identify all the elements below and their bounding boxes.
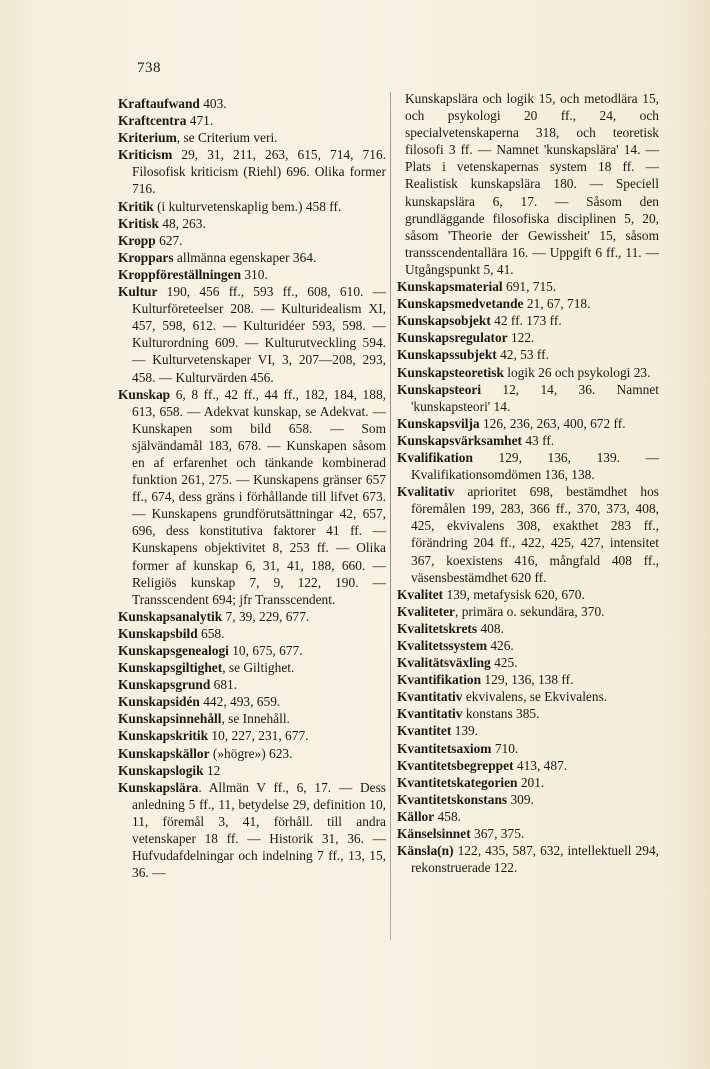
index-entry (118, 283, 386, 386)
index-references: (i kulturvetenskaplig bem.) 458 ff. (153, 198, 342, 214)
index-references: 681. (210, 677, 238, 693)
index-entry (397, 722, 659, 739)
index-entry (397, 586, 659, 603)
index-references: 691, 715. (502, 279, 557, 295)
index-entry (118, 146, 386, 197)
index-headword: Kriterium (118, 130, 177, 146)
index-references: 12 (203, 762, 221, 778)
index-entry (397, 620, 659, 637)
index-references: 7, 39, 229, 677. (222, 608, 310, 624)
index-references: 12, 14, 36. Namnet 'kunskapsteori' 14. (411, 381, 659, 414)
index-entry (397, 278, 659, 295)
index-headword: Känselsinnet (397, 826, 471, 842)
index-headword: Känsla(n) (397, 843, 454, 859)
index-references: 42 ff. 173 ff. (490, 313, 562, 329)
index-references: , se Innehåll. (221, 711, 290, 727)
index-entry (397, 329, 659, 346)
index-entry (118, 249, 386, 266)
index-entry (397, 671, 659, 688)
index-headword: Kvantitetskategorien (397, 774, 518, 790)
index-entry (118, 608, 386, 625)
index-references: 43 ff. (522, 432, 555, 448)
index-references: , se Criterium veri. (176, 130, 278, 146)
index-headword: Kritisk (118, 215, 159, 231)
index-column-right (397, 90, 659, 876)
index-headword: Kunskapsanalytik (118, 608, 223, 624)
index-entry (118, 727, 386, 744)
index-headword: Kroppars (118, 249, 174, 265)
index-references: (»högre») 623. (209, 745, 293, 761)
index-headword: Kvantitativ (397, 706, 463, 722)
index-entry (118, 386, 386, 608)
index-headword: Kvantitetsbegreppet (397, 757, 514, 773)
index-entry (118, 693, 386, 710)
index-headword: Kunskapslogik (118, 762, 204, 778)
index-references: , se Giltighet. (222, 660, 295, 676)
index-headword: Kunskapsgrund (118, 677, 211, 693)
index-headword: Kvalitetssystem (397, 638, 487, 653)
index-entry (397, 688, 659, 705)
index-entry (118, 232, 386, 249)
index-references: 309. (507, 791, 534, 807)
index-headword: Kvantitet (397, 723, 452, 739)
index-references: allmänna egenskaper 364. (173, 249, 317, 265)
index-headword: Kunskapslära (118, 779, 199, 795)
index-entry (118, 642, 386, 659)
index-references: 42, 53 ff. (496, 347, 549, 363)
column-divider (390, 92, 391, 940)
index-headword: Kvaliteter (397, 603, 455, 619)
index-entry (397, 415, 659, 432)
index-entry (118, 112, 386, 129)
index-entry (397, 774, 659, 791)
index-headword: Kvantitetsaxiom (397, 740, 492, 756)
index-entry (397, 432, 659, 449)
index-entry (118, 95, 386, 112)
index-entry (397, 483, 659, 586)
index-references: 425. (490, 655, 518, 671)
index-references: konstans 385. (462, 706, 540, 722)
index-references: logik 26 och psykologi 23. (503, 364, 651, 380)
index-entry (397, 364, 659, 381)
page-number: 738 (137, 60, 161, 76)
index-entry (118, 129, 386, 146)
index-references: aprioritet 698, bestämdhet hos föremålen 199, 283, 366 ff., 370, 373, 408, 425, ekvivalens 308, exakthet 283 ff., förändring 204 ff., 422, 425, 427, intensitet 367, koexistens 416, mångfald 408 ff., väsensbestämdhet 620 ff. (411, 484, 659, 585)
index-references: 310. (241, 266, 268, 282)
index-entry (397, 808, 659, 825)
index-headword: Kriticism (118, 147, 173, 163)
index-entry (397, 449, 659, 483)
index-references: 129, 136, 138 ff. (481, 672, 574, 688)
index-references: 658. (197, 625, 225, 641)
index-entry (397, 791, 659, 808)
index-headword: Kunskapsgiltighet (118, 660, 223, 676)
index-headword: Kunskapsmedvetande (397, 296, 524, 312)
index-entry (397, 381, 659, 415)
index-references: 139. (451, 723, 479, 739)
index-entry (397, 295, 659, 312)
index-references: 139, metafysisk 620, 670. (443, 586, 585, 602)
index-headword: Kunskapsregulator (397, 330, 508, 346)
index-references: 627. (155, 232, 183, 248)
index-references: 122. (507, 330, 535, 346)
index-column-left (118, 95, 386, 881)
index-entry (118, 710, 386, 727)
index-headword: Kunskapskritik (118, 728, 209, 744)
index-references: . Allmän V ff., 6, 17. — Dess anledning 5 ff., 11, betydelse 29, definition 10, 11, föremål 3, 41, förhåll. till andra vetenskaper 18 ff. — Historik 31, 36. — Hufvudafdelningar och indelning 7 ff., 13, 15, 36. — (132, 779, 386, 881)
index-references: 21, 67, 718. (523, 296, 591, 312)
index-references: 6, 8 ff., 42 ff., 44 ff., 182, 184, 188, 613, 658. — Adekvat kunskap, se Adekvat. — Kunskapen som bild 658. — Som självändamål 183, 678. — Kunskapen såsom en af erfarenhet och tänkande kombinerad funktion 261, 275. — Kunskapens gränser 657 ff., 674, dess gräns i förhållande till lifvet 673. — Kunskapens grundförutsättningar 42, 657, 696, dess konstitutiva faktorer 41 ff. — Kunskapens objektivitet 8, 253 ff. — Olika former af kunskap 6, 31, 41, 188, 660. — Religiös kunskap 7, 9, 122, 190. — Transscendent 694; jfr Transscendent. (132, 386, 386, 607)
index-entry (397, 603, 659, 620)
index-entry (118, 659, 386, 676)
index-headword: Kvalitetskrets (397, 620, 478, 636)
index-headword: Kroppföreställningen (118, 266, 242, 282)
index-headword: Kunskapsteori (397, 381, 482, 397)
index-references: ekvivalens, se Ekvivalens. (462, 689, 608, 705)
index-entry (118, 625, 386, 642)
index-entry (118, 198, 386, 215)
index-entry (397, 312, 659, 329)
index-entry (118, 745, 386, 762)
index-references: 426. (487, 638, 514, 653)
index-entry (397, 705, 659, 722)
index-headword: Kunskapsinnehåll (118, 711, 222, 727)
index-headword: Kvalitätsväxling (397, 655, 491, 671)
index-headword: Kvantitativ (397, 689, 463, 705)
index-entry (118, 266, 386, 283)
index-references: 442, 493, 659. (199, 694, 281, 710)
index-headword: Kunskapsobjekt (397, 313, 491, 329)
index-references: 413, 487. (513, 757, 568, 773)
index-headword: Kunskapsteoretisk (397, 364, 504, 380)
index-references: 126, 236, 263, 400, 672 ff. (479, 415, 626, 431)
index-entry (397, 654, 659, 671)
index-headword: Kraftcentra (118, 113, 187, 129)
index-headword: Kropp (118, 232, 156, 248)
index-entry (118, 676, 386, 693)
index-headword: Kunskapsgenealogi (118, 643, 229, 658)
index-references: Kunskapslära och logik 15, och metodlära 15, och psykologi 20 ff., 24, och specialvetenskaperna 318, och teoretisk filosofi 3 ff. — Namnet 'kunskapslära' 14. — Plats i vetenskapernas system 18 ff. — Realistisk kunskapslära 180. — Speciell kunskapslära 6, 17. — Såsom den grundläggande filosofiska disciplinen 5, 20, såsom 'Theorie der Gewissheit' 15, såsom transscendentallära 16. — Uppgift 6 ff., 11. — Utgångspunkt 5, 41. (405, 91, 659, 277)
index-headword: Kvantitetskonstans (397, 791, 508, 807)
index-references: 710. (491, 740, 519, 756)
index-entry (397, 740, 659, 757)
index-entry (118, 762, 386, 779)
index-entry (397, 825, 659, 842)
index-entry (397, 90, 659, 278)
index-entry (118, 215, 386, 232)
index-headword: Kunskapsmaterial (397, 279, 503, 295)
index-entry (397, 842, 659, 876)
index-headword: Kunskapsvärksamhet (397, 432, 523, 448)
index-headword: Kvalifikation (397, 449, 473, 465)
index-headword: Kunskapssubjekt (397, 347, 497, 363)
index-headword: Kraftaufwand (118, 96, 200, 111)
index-entry (397, 346, 659, 363)
index-references: 408. (477, 620, 504, 636)
index-references: 458. (434, 808, 461, 824)
index-headword: Kvantifikation (397, 672, 482, 688)
index-headword: Kultur (118, 284, 158, 300)
index-headword: Kvalitet (397, 586, 444, 602)
index-references: 471. (186, 113, 214, 129)
index-references: 201. (517, 774, 545, 790)
index-references: , primära o. sekundära, 370. (455, 603, 605, 619)
index-references: 190, 456 ff., 593 ff., 608, 610. — Kulturföreteelser 208. — Kulturidealism XI, 457, 598, 612. — Kulturidéer 593, 598. — Kulturordning 609. — Kulturutveckling 594. — Kulturvetenskaper VI, 3, 207—208, 293, 458. — Kulturvärden 456. (132, 284, 386, 385)
index-headword: Kunskapsbild (118, 625, 198, 641)
index-headword: Källor (397, 808, 435, 824)
index-headword: Kritik (118, 198, 154, 214)
index-headword: Kunskapsvilja (397, 415, 480, 431)
index-references: 10, 675, 677. (228, 643, 303, 658)
index-references: 10, 227, 231, 677. (208, 728, 309, 744)
index-references: 29, 31, 211, 263, 615, 714, 716. Filosofisk kriticism (Riehl) 696. Olika former 716. (132, 147, 386, 197)
index-entry (118, 779, 386, 882)
index-entry (397, 637, 659, 654)
index-headword: Kunskapsidén (118, 694, 200, 710)
index-references: 129, 136, 139. — Kvalifikationsomdömen 136, 138. (411, 449, 659, 483)
index-references: 48, 263. (158, 215, 206, 231)
index-headword: Kunskap (118, 386, 171, 402)
index-entry (397, 757, 659, 774)
index-references: 367, 375. (470, 826, 525, 842)
index-references: 403. (199, 96, 227, 111)
index-references: 122, 435, 587, 632, intellektuell 294, rekonstruerade 122. (411, 843, 659, 876)
index-headword: Kunskapskällor (118, 745, 210, 761)
index-headword: Kvalitativ (397, 484, 455, 500)
